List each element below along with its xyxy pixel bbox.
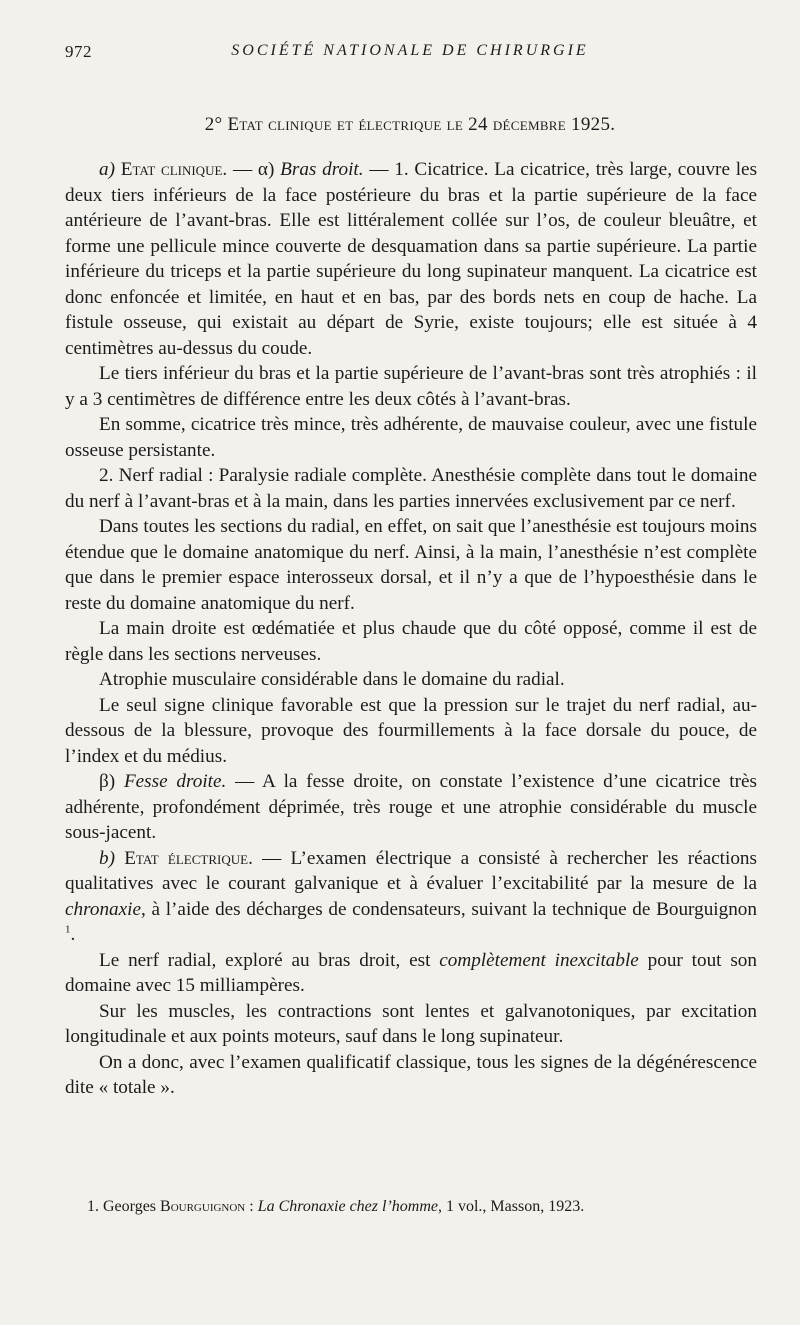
footnote-author-first: Georges (103, 1198, 161, 1215)
paragraph-text: — L’examen électrique a consisté à rechercher les réactions qualitatives avec le courant galvanique et à évaluer l’excitabilité par la mesure de la (65, 847, 757, 894)
footnote-title: La Chronaxie chez l’homme (257, 1198, 438, 1215)
paragraph: Le tiers inférieur du bras et la partie supérieure de l’avant-bras sont très atrophiés : il y a 3 centimètres de différence entre les deux côtés à l’avant-bras. (65, 363, 757, 410)
section-title (65, 114, 755, 136)
paragraph-text: — 1. Cicatrice. La cicatrice, très large, couvre les deux tiers inférieurs de la face postérieure du bras et la partie supérieure de la face antérieure de l’avant-bras. Elle est littéralement collée sur l’os, de couleur bleuâtre, et forme une pellicule mince couverte de desquamation dans sa partie supérieure. La partie inférieure du triceps et la partie supérieure du long supinateur manquent. La cicatrice est donc enfoncée et limitée, en haut et en bas, par des bords nets en coup de hache. La fistule osseuse, qui existait au départ de Syrie, existe toujours; elle est située à 4 centimètres au-dessus du coude. (65, 159, 758, 359)
paragraph-text: . (70, 924, 76, 945)
emphasis: chronaxie (65, 898, 142, 920)
paragraph-right-buttock (65, 769, 757, 846)
emphasis: complètement inexcitable (439, 949, 639, 971)
subsection-heading: Fesse droite. (123, 771, 227, 792)
footnote-number: 1. (87, 1198, 103, 1215)
paragraph: En somme, cicatrice très mince, très adhérente, de mauvaise couleur, avec une fistule osseuse persistante. (65, 414, 757, 461)
paragraph (65, 948, 757, 999)
footnote-sep: : (245, 1198, 258, 1215)
paragraph-electrical-state (65, 846, 757, 948)
paragraph: Atrophie musculaire considérable dans le domaine du radial. (99, 669, 565, 690)
paragraph-clinical-state (65, 157, 757, 361)
paragraph: Dans toutes les sections du radial, en effet, on sait que l’anesthésie est toujours moins étendue que le domaine anatomique du nerf. Ainsi, à la main, l’anesthésie n’est complète que dans le premier espace interosseux dorsal, et il n’y a que de l’hypoesthésie dans le reste du domaine anatomique du nerf. (65, 516, 757, 614)
footnote-rest: , 1 vol., Masson, 1923. (437, 1198, 585, 1215)
body-text (65, 157, 757, 1101)
paragraph: Le seul signe clinique favorable est que la pression sur le trajet du nerf radial, au-dessous de la blessure, provoque des fourmillements à la face dorsale du pouce, de l’index et du médius. (65, 694, 757, 767)
paragraph-text: pour tout son domaine avec 15 milliampères. (65, 949, 757, 996)
section-title-text: Etat clinique et électrique le 24 décembre 1925. (227, 114, 616, 135)
paragraph: 2. Nerf radial : Paralysie radiale complète. Anesthésie complète dans tout le domaine du nerf à l’avant-bras et à la main, dans les parties innervées exclusivement par ce nerf. (65, 465, 757, 512)
footnote-ref[interactable]: 1 (65, 923, 71, 936)
paragraph-text: Le nerf radial, exploré au bras droit, est (99, 949, 440, 971)
dash: — (227, 159, 258, 180)
subsection-heading: Etat clinique. (120, 159, 228, 180)
paragraph-text: — A la fesse droite, on constate l’existence d’une cicatrice très adhérente, profondément déprimée, très rouge et une atrophie considérable du muscle sous-jacent. (65, 771, 758, 843)
running-title: SOCIÉTÉ NATIONALE DE CHIRURGIE (231, 42, 589, 59)
paragraph: La main droite est œdématiée et plus chaude que du côté opposé, comme il est de règle dans les sections nerveuses. (65, 618, 757, 665)
footnote (65, 1198, 755, 1216)
item-marker: a) (99, 159, 115, 180)
paragraph-text: , à l’aide des décharges de condensateurs, suivant la technique de Bourguignon (141, 898, 757, 920)
paragraph: Sur les muscles, les contractions sont lentes et galvanotoniques, par excitation longitudinale et aux points moteurs, sauf dans le long supinateur. (65, 1000, 757, 1047)
item-marker: b) (99, 847, 115, 869)
page-header (65, 42, 755, 68)
page-number: 972 (65, 42, 92, 61)
footnote-author-last: Bourguignon (160, 1198, 246, 1215)
paragraph: On a donc, avec l’examen qualificatif classique, tous les signes de la dégénérescence dite « totale ». (65, 1051, 757, 1098)
item-marker: α) (257, 159, 275, 180)
subsection-heading: Etat électrique. (124, 847, 253, 869)
section-title-prefix: 2° (204, 114, 228, 135)
item-marker: β) (99, 771, 116, 792)
subsection-heading: Bras droit. (280, 159, 364, 180)
